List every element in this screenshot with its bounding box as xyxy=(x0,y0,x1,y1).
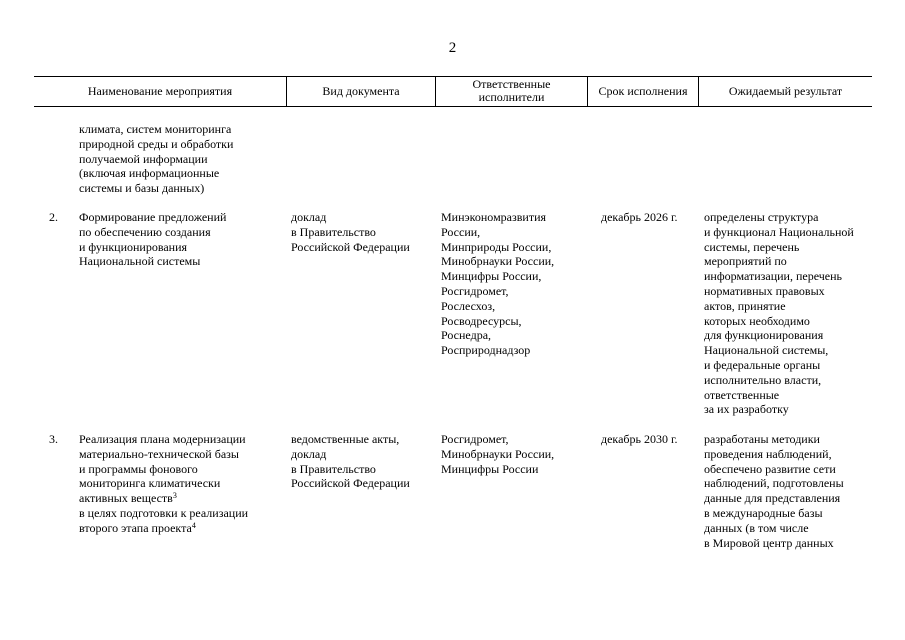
header-doc-type: Вид документа xyxy=(322,83,400,98)
header-name: Наименование мероприятия xyxy=(87,83,233,98)
footnote-mark: 4 xyxy=(191,520,196,530)
row-result: определены структура и функционал Национальной системы, перечень мероприятий по информатизации, перечень нормативных правовых актов, принятие которых необходимо для функционирования Национальной системы, и федеральные органы исполнительно власти, ответственные за их разработку xyxy=(704,210,854,417)
row-number: 3. xyxy=(49,432,58,446)
row-doc-type: ведомственные акты, доклад в Правительство Российской Федерации xyxy=(291,432,410,491)
row-name: Формирование предложений по обеспечению создания и функционирования Национальной системы xyxy=(79,210,227,269)
row-responsible: Росгидромет, Минобрнауки России, Минцифры России xyxy=(441,432,555,476)
header-deadline: Срок исполнения xyxy=(598,83,688,98)
row-deadline: декабрь 2030 г. xyxy=(601,432,678,446)
row-name xyxy=(79,432,284,536)
row-responsible: Минэкономразвития России, Минприроды России, Минобрнауки России, Минцифры России, Росгидромет, Рослесхоз, Росводресурсы, Роснедра, Росприроднадзор xyxy=(441,210,555,358)
table-header-bottom-border xyxy=(34,106,872,107)
row-deadline: декабрь 2026 г. xyxy=(601,210,678,224)
row-name-text: Реализация плана модернизации материально-технической базы и программы фонового мониторинга климатически активных веществ xyxy=(79,432,246,506)
row-name-text: в целях подготовки к реализации второго этапа проекта xyxy=(79,505,249,535)
row-number: 2. xyxy=(49,210,58,224)
row-doc-type: доклад в Правительство Российской Федерации xyxy=(291,210,410,254)
footnote-mark: 3 xyxy=(172,491,177,501)
header-result: Ожидаемый результат xyxy=(728,83,843,98)
page-number: 2 xyxy=(448,40,457,56)
row-result: разработаны методики проведения наблюдений, обеспечено развитие сети наблюдений, подготовлены данные для представления в международные базы данных (в том числе в Мировой центр данных xyxy=(704,432,844,550)
header-responsible: Ответственные исполнители xyxy=(472,77,551,104)
continuation-name: климата, систем мониторинга природной среды и обработки получаемой информации (включая информационные системы и базы данных) xyxy=(79,122,234,196)
